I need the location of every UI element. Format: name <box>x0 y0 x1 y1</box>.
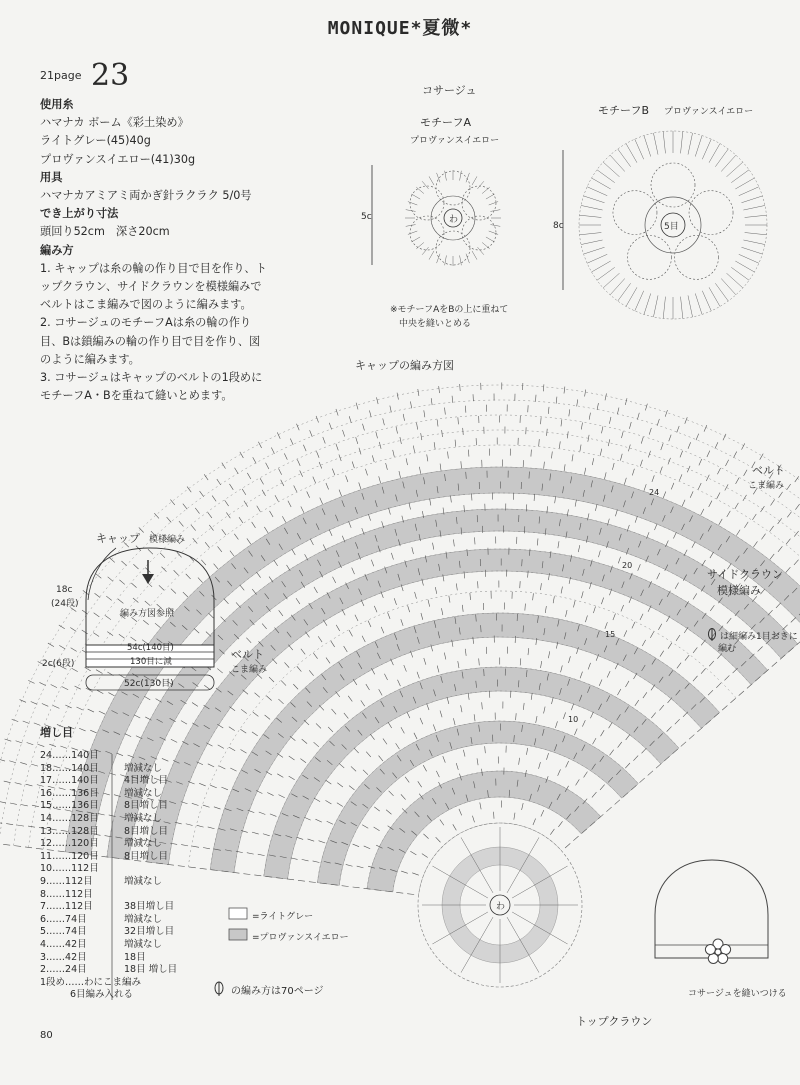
increase-table-title: 増し目 <box>40 726 73 739</box>
instruction-line: ップクラウン、サイドクラウンを模様編みで <box>40 280 262 294</box>
row-note: 増減なし <box>124 838 163 850</box>
row-number-24: 24 <box>649 488 660 497</box>
instruction-line: 1. キャップは糸の輪の作り目で目を作り、ト <box>40 261 267 275</box>
motif-a-color: プロヴァンスイエロー <box>410 136 500 146</box>
cap-ref: 編み方図参照 <box>120 609 175 619</box>
instruction-line: 2. コサージュのモチーフAは糸の輪の作り <box>40 316 252 330</box>
page-header: MONIQUE*夏微* <box>327 18 473 39</box>
row-note: 18目 <box>124 951 146 963</box>
row-note: 増減なし <box>124 913 163 925</box>
row-count: 3……42目 <box>40 951 87 963</box>
instruction-line: 編み方 <box>40 243 74 257</box>
legend-dark-label: =プロヴァンスイエロー <box>252 933 349 943</box>
motif-a-title: モチーフA <box>420 116 471 129</box>
instruction-line: 頭回り52cm 深さ20cm <box>40 225 170 239</box>
corsage-note-1: ※モチーフAをBの上に重ねて <box>390 305 509 315</box>
motif-b-color: プロヴァンスイエロー <box>664 107 754 117</box>
increase-table-row <box>40 838 177 851</box>
page-ref-label: 21page <box>40 69 82 82</box>
instruction-line: 3. コサージュはキャップのベルトの1段めに <box>40 371 263 385</box>
increase-table-row <box>40 926 177 939</box>
increase-table-row <box>40 826 177 839</box>
row-note <box>110 750 124 761</box>
increase-table-row <box>40 876 177 889</box>
motif-a-diagram <box>405 170 501 266</box>
increase-table-row <box>40 851 177 864</box>
belt-decrease: 130目に減 <box>130 657 172 667</box>
legend-dark-swatch <box>229 929 247 940</box>
row-note: 増減なし <box>124 762 163 774</box>
instruction-line: 用具 <box>40 170 63 184</box>
row-count: 9……112目 <box>40 875 93 887</box>
row-count: 7……112目 <box>40 901 93 913</box>
motif-b-title: モチーフB <box>598 104 649 117</box>
row-number-10: 10 <box>568 715 579 724</box>
row-note: 18目 増し目 <box>124 964 178 976</box>
increase-table-row <box>40 763 177 776</box>
row-note: 増減なし <box>124 787 163 799</box>
row-count: 18……140目 <box>40 762 99 774</box>
corsage-title: コサージュ <box>422 84 477 97</box>
row-count: 10……112目 <box>40 863 99 875</box>
increase-table-row <box>40 800 177 813</box>
top-crown-center: わ <box>496 902 506 912</box>
instruction-line: でき上がり寸法 <box>40 207 119 221</box>
instruction-line: のように編みます。 <box>40 352 140 366</box>
side-crown-stitch: 模様編み <box>717 584 761 597</box>
row-note: 増減なし <box>124 875 163 887</box>
increase-table-row <box>40 750 177 763</box>
increase-table-row <box>40 863 177 876</box>
increase-table-row <box>40 939 177 952</box>
row-count: 4……42目 <box>40 938 87 950</box>
finished-cap-illustration <box>655 860 768 964</box>
row-count: 14……128目 <box>40 812 99 824</box>
row-number-20: 20 <box>622 561 633 570</box>
corsage-note-2: 中央を縫いとめる <box>399 319 472 329</box>
row-count: 16……136目 <box>40 787 99 799</box>
row-note: 8目増し目 <box>124 850 169 862</box>
belt-stitch: こま編み <box>231 665 268 675</box>
increase-table-row <box>40 775 177 788</box>
row-note: 8目増し目 <box>124 800 169 812</box>
increase-table-row <box>40 889 177 902</box>
instruction-line: ライトグレー(45)40g <box>40 134 151 148</box>
motif-b-diagram <box>579 131 767 319</box>
row-note: 増減なし <box>124 938 163 950</box>
row-note: 32目増し目 <box>124 926 175 938</box>
fan-belt-label: ベルト <box>752 464 785 477</box>
row-number-15: 15 <box>605 630 616 639</box>
increase-table-row <box>40 914 177 927</box>
increase-table-row <box>40 952 177 965</box>
increase-table-row <box>40 788 177 801</box>
instruction-line: ベルトはこま編みで図のように編みます。 <box>40 298 252 312</box>
motif-a-size: 5c <box>361 212 372 222</box>
row-count: 5……74目 <box>40 926 87 938</box>
increase-table-row <box>40 813 177 826</box>
chart-title: キャップの編み方図 <box>355 359 454 372</box>
row-count: 6目編み入れる <box>70 989 134 1001</box>
legend-ref: の編み方は70ページ <box>231 986 324 997</box>
legend-light-swatch <box>229 908 247 919</box>
increase-table-row <box>40 901 177 914</box>
belt-height: 2c(6段) <box>42 659 75 669</box>
row-count: 13……128目 <box>40 825 99 837</box>
row-count: 11……120目 <box>40 850 99 862</box>
motif-b-center: 5目 <box>664 222 679 232</box>
row-count: 6……74目 <box>40 913 87 925</box>
instruction-line: 目、Bは鎖編みの輪の作り目で目を作り、図 <box>40 334 261 348</box>
instruction-line: ハマナカ ボーム《彩土染め》 <box>40 116 189 130</box>
cap-depth: 18c <box>56 585 73 595</box>
increase-table-row <box>40 964 177 977</box>
stitch-note-2: 編む <box>718 644 737 654</box>
motif-a-center: わ <box>449 215 459 225</box>
row-note: 8目増し目 <box>124 825 169 837</box>
belt-label: ベルト <box>231 648 264 661</box>
row-note: 4目増し目 <box>124 775 169 787</box>
cap-depth-rows: (24段) <box>51 599 79 609</box>
side-crown-label: サイドクラウン <box>707 568 784 581</box>
top-crown-label: トップクラウン <box>576 1015 653 1028</box>
cap-bottom: 52c(130目) <box>124 679 174 689</box>
finished-note: コサージュを縫いつける <box>688 989 787 999</box>
instruction-line: ハマナカアミアミ両かぎ針ラクラク 5/0号 <box>40 189 252 203</box>
row-note: 38目増し目 <box>124 901 175 913</box>
row-note <box>110 889 124 900</box>
motif-b-size: 8c <box>553 221 564 231</box>
increase-table-row <box>40 977 177 990</box>
row-note <box>140 989 154 1000</box>
stitch-note-1: は細編み1目おきに <box>720 632 798 642</box>
row-count: 1段め……わにこま編み <box>40 976 142 988</box>
cap-schematic-title: キャップ <box>96 532 140 545</box>
row-count: 24……140目 <box>40 750 99 761</box>
increase-table <box>40 750 177 1002</box>
pattern-number: 23 <box>90 58 130 93</box>
cap-schematic-subtitle: 模様編み <box>149 535 186 545</box>
row-count: 17……140目 <box>40 775 99 787</box>
row-count: 12……120目 <box>40 838 99 850</box>
row-count: 2……24目 <box>40 964 87 976</box>
row-note: 増減なし <box>124 812 163 824</box>
row-note <box>110 977 124 988</box>
increase-table-row <box>40 989 177 1002</box>
row-note <box>110 863 124 874</box>
belt-top: 54c(140目) <box>127 643 174 653</box>
row-count: 8……112目 <box>40 888 93 900</box>
row-count: 15……136目 <box>40 800 99 812</box>
instruction-line: プロヴァンスイエロー(41)30g <box>40 152 196 166</box>
instruction-line: モチーフA・Bを重ねて縫いとめます。 <box>40 389 233 403</box>
fan-belt-stitch: こま編み <box>748 481 785 491</box>
legend-light-label: =ライトグレー <box>252 912 314 922</box>
instruction-line: 使用糸 <box>40 98 74 111</box>
page-number: 80 <box>40 1030 53 1041</box>
